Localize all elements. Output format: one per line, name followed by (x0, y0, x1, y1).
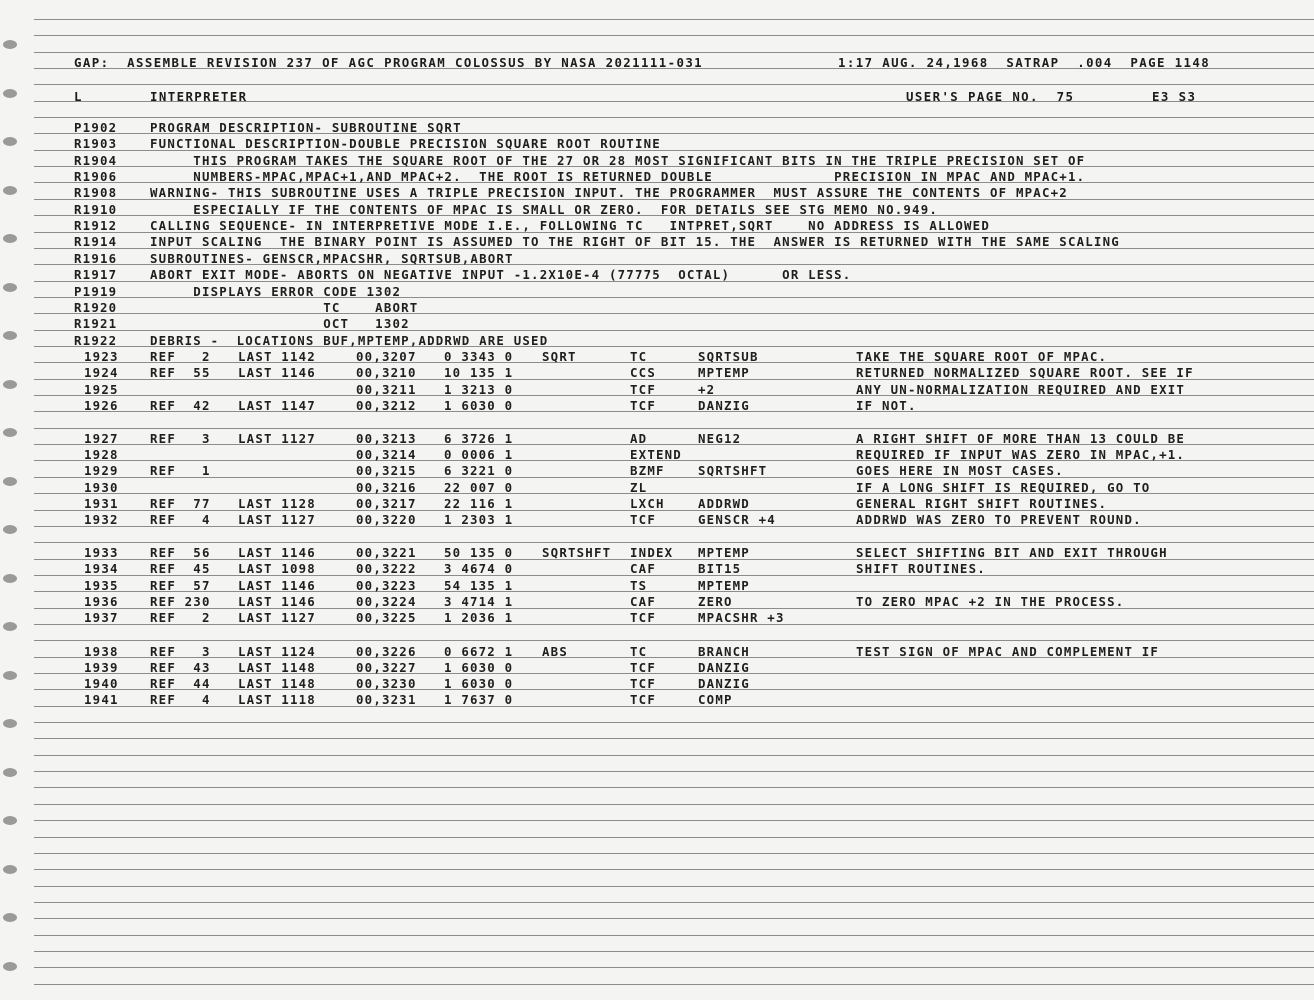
remark-line-number: R1914 (74, 234, 118, 249)
remark-text: FUNCTIONAL DESCRIPTION-DOUBLE PRECISION SQUARE ROOT ROUTINE (150, 136, 661, 151)
operand: NEG12 (698, 431, 742, 446)
assembly-header-left: GAP: ASSEMBLE REVISION 237 OF AGC PROGRAM COLOSSUS BY NASA 2021111-031 (74, 55, 704, 70)
remark-text: DISPLAYS ERROR CODE 1302 (150, 284, 402, 299)
last-reference: LAST 1147 (238, 398, 316, 413)
last-reference: LAST 1146 (238, 578, 316, 593)
feed-hole (3, 719, 17, 728)
code-line-number: 1926 (84, 398, 119, 413)
code-line-number: 1930 (84, 480, 119, 495)
octal-word: 0 6672 1 (444, 644, 514, 659)
ref-count: REF 42 (150, 398, 211, 413)
feed-hole (3, 137, 17, 146)
operand: MPACSHR +3 (698, 610, 785, 625)
opcode: TCF (630, 660, 656, 675)
code-comment: RETURNED NORMALIZED SQUARE ROOT. SEE IF (856, 365, 1194, 380)
code-line-number: 1925 (84, 382, 119, 397)
code-comment: A RIGHT SHIFT OF MORE THAN 13 COULD BE (856, 431, 1186, 446)
remark-line-number: P1919 (74, 284, 118, 299)
last-reference: LAST 1098 (238, 561, 316, 576)
code-line-number: 1932 (84, 512, 119, 527)
octal-word: 1 7637 0 (444, 692, 514, 707)
opcode: ZL (630, 480, 648, 495)
operand: DANZIG (698, 398, 750, 413)
opcode: TCF (630, 692, 656, 707)
code-line-number: 1938 (84, 644, 119, 659)
memory-address: 00,3221 (356, 545, 417, 560)
last-reference: LAST 1118 (238, 692, 316, 707)
remark-line-number: R1903 (74, 136, 118, 151)
remark-text: OCT 1302 (150, 316, 410, 331)
remark-text: ABORT EXIT MODE- ABORTS ON NEGATIVE INPUT -1.2X10E-4 (77775 OCTAL) OR LESS. (150, 267, 852, 282)
feed-hole (3, 380, 17, 389)
ref-count: REF 2 (150, 349, 211, 364)
opcode: TCF (630, 512, 656, 527)
remark-text: DEBRIS - LOCATIONS BUF,MPTEMP,ADDRWD ARE USED (150, 333, 549, 348)
remark-text: SUBROUTINES- GENSCR,MPACSHR, SQRTSUB,ABORT (150, 251, 514, 266)
operand: BRANCH (698, 644, 750, 659)
code-comment: SELECT SHIFTING BIT AND EXIT THROUGH (856, 545, 1168, 560)
octal-word: 6 3726 1 (444, 431, 514, 446)
code-line-number: 1933 (84, 545, 119, 560)
remark-text: TC ABORT (150, 300, 419, 315)
code-comment: ANY UN-NORMALIZATION REQUIRED AND EXIT (856, 382, 1186, 397)
ref-count: REF 4 (150, 692, 211, 707)
remark-line-number: R1908 (74, 185, 118, 200)
operand: DANZIG (698, 676, 750, 691)
operand: MPTEMP (698, 365, 750, 380)
code-comment: TO ZERO MPAC +2 IN THE PROCESS. (856, 594, 1125, 609)
code-label: SQRT (542, 349, 577, 364)
octal-word: 1 6030 0 (444, 660, 514, 675)
opcode: BZMF (630, 463, 665, 478)
code-line-number: 1931 (84, 496, 119, 511)
memory-address: 00,3210 (356, 365, 417, 380)
memory-address: 00,3224 (356, 594, 417, 609)
remark-line-number: R1912 (74, 218, 118, 233)
code-comment: REQUIRED IF INPUT WAS ZERO IN MPAC,+1. (856, 447, 1186, 462)
memory-address: 00,3230 (356, 676, 417, 691)
octal-word: 10 135 1 (444, 365, 514, 380)
remark-text: CALLING SEQUENCE- IN INTERPRETIVE MODE I.E., FOLLOWING TC INTPRET,SQRT NO ADDRESS IS ALLOWED (150, 218, 990, 233)
operand: +2 (698, 382, 716, 397)
feed-hole (3, 865, 17, 874)
feed-hole (3, 40, 17, 49)
operand: GENSCR +4 (698, 512, 776, 527)
octal-word: 3 4714 1 (444, 594, 514, 609)
memory-address: 00,3211 (356, 382, 417, 397)
octal-word: 0 3343 0 (444, 349, 514, 364)
ref-count: REF 57 (150, 578, 211, 593)
code-comment: TEST SIGN OF MPAC AND COMPLEMENT IF (856, 644, 1160, 659)
ref-count: REF 77 (150, 496, 211, 511)
feed-hole (3, 913, 17, 922)
opcode: TC (630, 349, 648, 364)
memory-address: 00,3226 (356, 644, 417, 659)
remark-line-number: R1917 (74, 267, 118, 282)
opcode: TC (630, 644, 648, 659)
last-reference: LAST 1146 (238, 545, 316, 560)
remark-text: THIS PROGRAM TAKES THE SQUARE ROOT OF THE 27 OR 28 MOST SIGNIFICANT BITS IN THE TRIPLE PRECISION SET OF (150, 153, 1086, 168)
ref-count: REF 55 (150, 365, 211, 380)
section-title: INTERPRETER (150, 89, 248, 104)
last-reference: LAST 1124 (238, 644, 316, 659)
opcode: INDEX (630, 545, 674, 560)
code-line-number: 1923 (84, 349, 119, 364)
ref-count: REF 44 (150, 676, 211, 691)
feed-hole (3, 622, 17, 631)
remark-text: NUMBERS-MPAC,MPAC+1,AND MPAC+2. THE ROOT IS RETURNED DOUBLE PRECISION IN MPAC AND MPAC+1. (150, 169, 1086, 184)
feed-hole (3, 89, 17, 98)
operand: MPTEMP (698, 545, 750, 560)
feed-hole (3, 768, 17, 777)
opcode: TCF (630, 610, 656, 625)
octal-word: 22 116 1 (444, 496, 514, 511)
last-reference: LAST 1128 (238, 496, 316, 511)
assembly-header-right: 1:17 AUG. 24,1968 SATRAP .004 PAGE 1148 (838, 55, 1211, 70)
last-reference: LAST 1142 (238, 349, 316, 364)
code-line-number: 1939 (84, 660, 119, 675)
ref-count: REF 45 (150, 561, 211, 576)
code-line-number: 1936 (84, 594, 119, 609)
octal-word: 6 3221 0 (444, 463, 514, 478)
feed-hole (3, 671, 17, 680)
memory-address: 00,3231 (356, 692, 417, 707)
octal-word: 1 2036 1 (444, 610, 514, 625)
memory-address: 00,3213 (356, 431, 417, 446)
opcode: CAF (630, 594, 656, 609)
ref-count: REF 2 (150, 610, 211, 625)
code-line-number: 1935 (84, 578, 119, 593)
remark-line-number: R1920 (74, 300, 118, 315)
memory-address: 00,3223 (356, 578, 417, 593)
operand: ZERO (698, 594, 733, 609)
remark-line-number: R1906 (74, 169, 118, 184)
operand: SQRTSHFT (698, 463, 768, 478)
remark-text: WARNING- THIS SUBROUTINE USES A TRIPLE PRECISION INPUT. THE PROGRAMMER MUST ASSURE THE CONTENTS OF MPAC+2 (150, 185, 1068, 200)
sheet-code: E3 S3 (1152, 89, 1197, 104)
operand: DANZIG (698, 660, 750, 675)
code-line-number: 1934 (84, 561, 119, 576)
code-line-number: 1929 (84, 463, 119, 478)
ref-count: REF 230 (150, 594, 211, 609)
memory-address: 00,3214 (356, 447, 417, 462)
octal-word: 1 3213 0 (444, 382, 514, 397)
octal-word: 22 007 0 (444, 480, 514, 495)
remark-text: INPUT SCALING THE BINARY POINT IS ASSUMED TO THE RIGHT OF BIT 15. THE ANSWER IS RETURNED WITH THE SAME SCALING (150, 234, 1120, 249)
remark-line-number: P1902 (74, 120, 118, 135)
octal-word: 3 4674 0 (444, 561, 514, 576)
octal-word: 1 2303 1 (444, 512, 514, 527)
memory-address: 00,3215 (356, 463, 417, 478)
feed-hole (3, 962, 17, 971)
octal-word: 0 0006 1 (444, 447, 514, 462)
remark-line-number: R1922 (74, 333, 118, 348)
opcode: TS (630, 578, 648, 593)
code-comment: TAKE THE SQUARE ROOT OF MPAC. (856, 349, 1108, 364)
opcode: EXTEND (630, 447, 682, 462)
code-comment: GENERAL RIGHT SHIFT ROUTINES. (856, 496, 1108, 511)
code-line-number: 1937 (84, 610, 119, 625)
feed-hole (3, 331, 17, 340)
opcode: LXCH (630, 496, 665, 511)
code-label: ABS (542, 644, 568, 659)
opcode: AD (630, 431, 648, 446)
opcode: CAF (630, 561, 656, 576)
last-reference: LAST 1146 (238, 365, 316, 380)
memory-address: 00,3225 (356, 610, 417, 625)
memory-address: 00,3217 (356, 496, 417, 511)
memory-address: 00,3220 (356, 512, 417, 527)
last-reference: LAST 1148 (238, 660, 316, 675)
operand: COMP (698, 692, 733, 707)
tractor-feed-holes (0, 0, 24, 1000)
users-page-number: USER'S PAGE NO. 75 (906, 89, 1075, 104)
remark-text: PROGRAM DESCRIPTION- SUBROUTINE SQRT (150, 120, 462, 135)
memory-address: 00,3222 (356, 561, 417, 576)
last-reference: LAST 1127 (238, 610, 316, 625)
ref-count: REF 1 (150, 463, 211, 478)
code-comment: SHIFT ROUTINES. (856, 561, 986, 576)
code-line-number: 1924 (84, 365, 119, 380)
feed-hole (3, 816, 17, 825)
code-comment: ADDRWD WAS ZERO TO PREVENT ROUND. (856, 512, 1142, 527)
listing-type: L (74, 89, 83, 104)
ref-count: REF 3 (150, 644, 211, 659)
feed-hole (3, 283, 17, 292)
remark-line-number: R1921 (74, 316, 118, 331)
code-line-number: 1940 (84, 676, 119, 691)
code-comment: GOES HERE IN MOST CASES. (856, 463, 1064, 478)
code-line-number: 1941 (84, 692, 119, 707)
remark-line-number: R1916 (74, 251, 118, 266)
octal-word: 54 135 1 (444, 578, 514, 593)
code-line-number: 1928 (84, 447, 119, 462)
remark-text: ESPECIALLY IF THE CONTENTS OF MPAC IS SMALL OR ZERO. FOR DETAILS SEE STG MEMO NO.949. (150, 202, 939, 217)
last-reference: LAST 1146 (238, 594, 316, 609)
operand: MPTEMP (698, 578, 750, 593)
memory-address: 00,3216 (356, 480, 417, 495)
last-reference: LAST 1127 (238, 512, 316, 527)
feed-hole (3, 477, 17, 486)
remark-line-number: R1910 (74, 202, 118, 217)
octal-word: 1 6030 0 (444, 398, 514, 413)
opcode: CCS (630, 365, 656, 380)
octal-word: 1 6030 0 (444, 676, 514, 691)
operand: ADDRWD (698, 496, 750, 511)
feed-hole (3, 186, 17, 195)
operand: BIT15 (698, 561, 742, 576)
ref-count: REF 43 (150, 660, 211, 675)
feed-hole (3, 428, 17, 437)
memory-address: 00,3227 (356, 660, 417, 675)
code-label: SQRTSHFT (542, 545, 612, 560)
feed-hole (3, 525, 17, 534)
code-line-number: 1927 (84, 431, 119, 446)
last-reference: LAST 1148 (238, 676, 316, 691)
memory-address: 00,3207 (356, 349, 417, 364)
code-comment: IF NOT. (856, 398, 917, 413)
last-reference: LAST 1127 (238, 431, 316, 446)
feed-hole (3, 574, 17, 583)
opcode: TCF (630, 382, 656, 397)
ref-count: REF 56 (150, 545, 211, 560)
octal-word: 50 135 0 (444, 545, 514, 560)
ref-count: REF 3 (150, 431, 211, 446)
code-comment: IF A LONG SHIFT IS REQUIRED, GO TO (856, 480, 1151, 495)
remark-line-number: R1904 (74, 153, 118, 168)
opcode: TCF (630, 676, 656, 691)
ref-count: REF 4 (150, 512, 211, 527)
feed-hole (3, 234, 17, 243)
operand: SQRTSUB (698, 349, 759, 364)
opcode: TCF (630, 398, 656, 413)
memory-address: 00,3212 (356, 398, 417, 413)
